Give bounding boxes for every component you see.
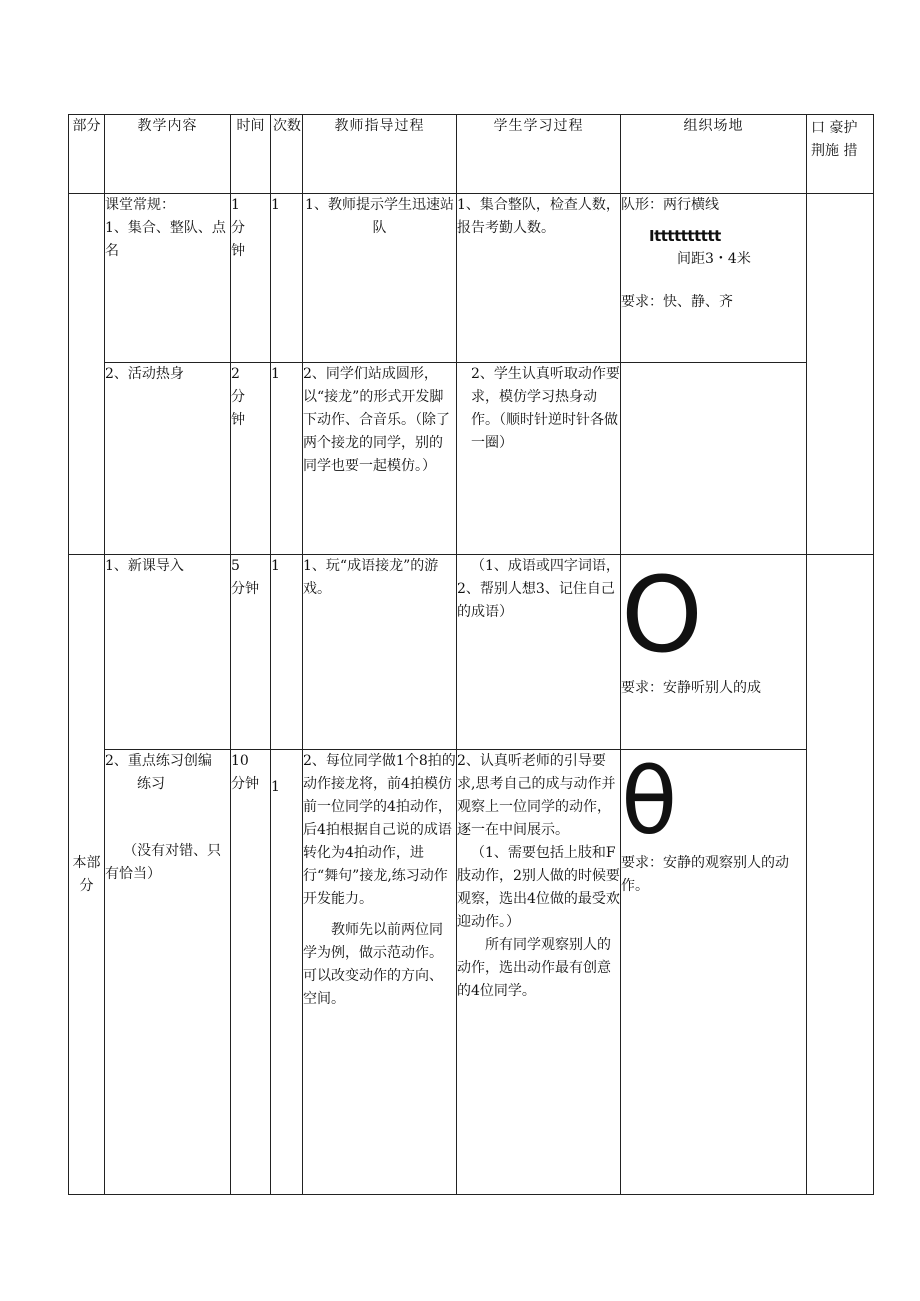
table-row	[69, 750, 874, 1195]
teacher-paragraph: 2、每位同学做1个8拍的动作接龙将，前4拍模仿前一位同学的4拍动作，后4拍根据自己说的成语转化为4拍动作，进行“舞句”接龙,练习动作开发能力。	[303, 753, 456, 907]
student-cell	[457, 750, 621, 1195]
time-cell	[231, 750, 271, 1195]
content-line: 1、集合、整队、点名	[105, 220, 226, 259]
section-cell-empty	[69, 194, 105, 555]
header-time: 时间	[231, 115, 271, 194]
content-cell	[105, 194, 231, 363]
teacher-cell	[303, 750, 457, 1195]
content-line: 2、重点练习创编	[105, 753, 212, 769]
teacher-cell: 2、同学们站成圆形，以“接龙”的形式开发脚下动作、合音乐。（除了两个接龙的同学，别的同学也要一起模仿。）	[303, 363, 457, 555]
time-unit: 钟	[231, 243, 245, 259]
content-line: 练习	[137, 776, 165, 792]
time-unit: 分钟	[231, 776, 259, 792]
content-line: 2、活动热身	[105, 366, 184, 382]
venue-cell	[621, 750, 807, 1195]
venue-cell	[621, 555, 807, 750]
count-cell: 1	[271, 750, 303, 1195]
table-row	[69, 555, 874, 750]
content-cell	[105, 363, 231, 555]
student-cell: 1、集合整队，检查人数，报告考勤人数。	[457, 194, 621, 363]
header-section: 部分	[69, 115, 105, 194]
time-cell	[231, 363, 271, 555]
venue-cell-empty	[621, 363, 807, 555]
header-safety: 口 豪护 荆施 措	[807, 115, 874, 194]
header-content: 教学内容	[105, 115, 231, 194]
content-cell	[105, 555, 231, 750]
section-label: 本部分	[69, 555, 105, 1195]
time-value: 2	[231, 366, 240, 382]
student-paragraph: 2、认真听老师的引导要求,思考自己的成与动作并观察上一位同学的动作，逐一在中间展示。	[457, 753, 616, 838]
formation-marks: Itttttttttt	[649, 227, 721, 245]
header-count: 次数	[271, 115, 303, 194]
venue-requirement: 要求：安静听别人的成	[621, 680, 761, 696]
time-value: 1	[231, 197, 240, 213]
table-row	[69, 363, 874, 555]
time-cell	[231, 555, 271, 750]
student-cell: 2、学生认真听取动作要求，模仿学习热身动作。（顺时针逆时针各做一圈）	[457, 363, 621, 555]
content-cell	[105, 750, 231, 1195]
lesson-plan-table	[68, 114, 874, 1195]
time-unit: 分	[231, 389, 245, 405]
theta-formation-symbol: θ	[621, 748, 678, 855]
teacher-cell: 1、玩“成语接龙”的游戏。	[303, 555, 457, 750]
venue-formation: 队形：两行横线	[621, 197, 719, 213]
header-student: 学生学习过程	[457, 115, 621, 194]
time-unit: 分钟	[231, 581, 259, 597]
header-row	[69, 115, 874, 194]
safety-cell	[807, 555, 874, 1195]
student-cell: （1、成语或四字词语，2、帮别人想3、记住自己的成语）	[457, 555, 621, 750]
venue-requirement: 要求：安静的观察别人的动作。	[621, 855, 789, 894]
header-teacher: 教师指导过程	[303, 115, 457, 194]
count-cell: 1	[271, 555, 303, 750]
circle-formation-symbol: O	[621, 554, 703, 676]
time-unit: 钟	[231, 412, 245, 428]
venue-spacing: 间距3・4米	[677, 251, 751, 267]
teacher-paragraph: 教师先以前两位同学为例，做示范动作。可以改变动作的方向、空间。	[303, 922, 443, 1007]
content-line: 课堂常规：	[105, 197, 175, 213]
table-row	[69, 194, 874, 363]
venue-cell	[621, 194, 807, 363]
count-cell: 1	[271, 194, 303, 363]
time-value: 5	[231, 558, 240, 574]
content-note: （没有对错、只有恰当）	[105, 843, 222, 882]
count-cell: 1	[271, 363, 303, 555]
student-paragraph: 所有同学观察别人的动作，选出动作最有创意的4位同学。	[457, 937, 611, 999]
content-line: 1、新课导入	[105, 558, 184, 574]
header-venue: 组织场地	[621, 115, 807, 194]
time-cell	[231, 194, 271, 363]
venue-requirement: 要求：快、静、齐	[621, 294, 733, 310]
time-value: 10	[231, 753, 249, 769]
teacher-cell: 1、教师提示学生迅速站队	[303, 194, 457, 363]
student-paragraph: （1、需要包括上肢和F肢动作，2别人做的时候要观察，选出4位做的最受欢迎动作。）	[457, 845, 620, 930]
safety-cell	[807, 194, 874, 555]
time-unit: 分	[231, 220, 245, 236]
